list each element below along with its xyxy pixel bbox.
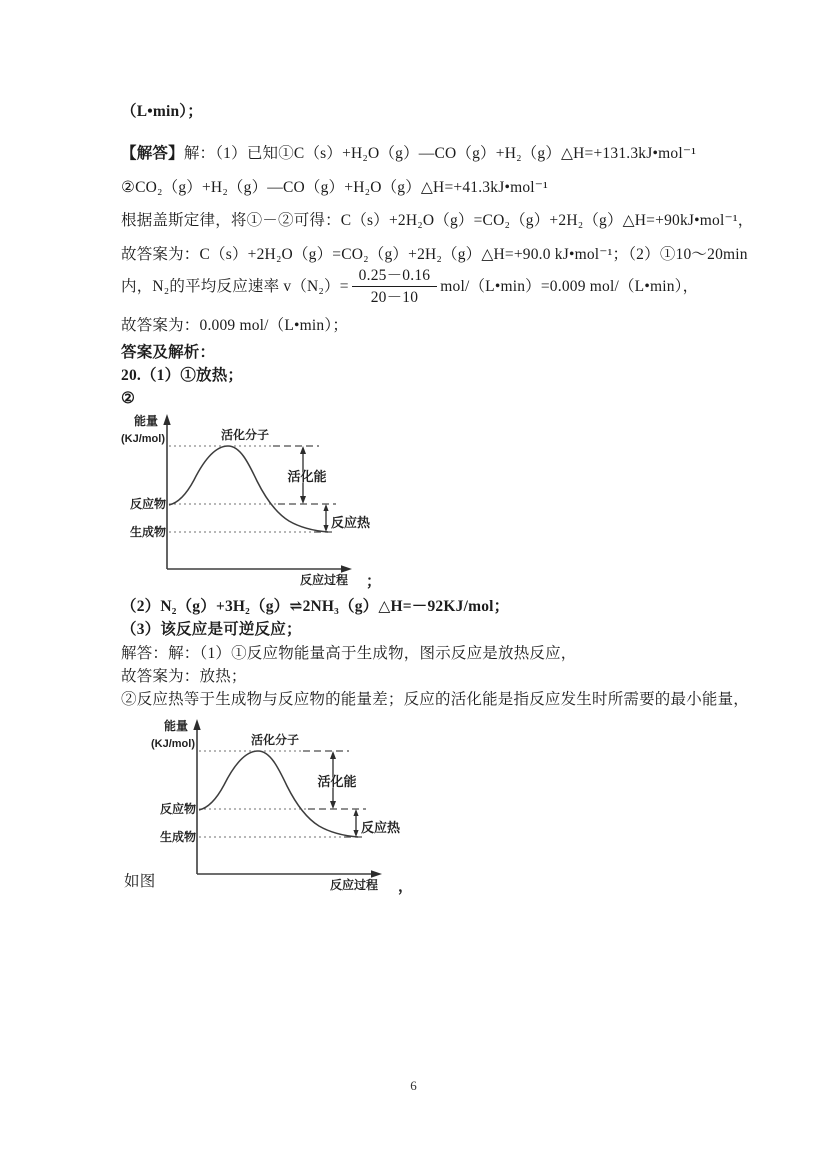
fraction xyxy=(352,266,438,308)
products-label: 生成物 xyxy=(159,830,196,844)
text-line-solution-1 xyxy=(121,144,696,163)
reaction-heat-label: 反应热 xyxy=(361,820,401,835)
text-line-explain-2: 故答案为：放热； xyxy=(121,668,247,685)
text-line-explain-3: ②反应热等于生成物与反应物的能量差；反应的活化能是指反应发生时所需要的最小能量， xyxy=(121,691,750,708)
y-axis-label: 能量 xyxy=(164,719,189,733)
y-axis-arrowhead xyxy=(163,414,170,425)
activated-molecules-label: 活化分子 xyxy=(250,733,300,747)
activation-arrow-top-head xyxy=(330,751,336,759)
text-line-answer-2: 故答案为：0.009 mol/（L•min）； xyxy=(121,317,349,334)
y-axis-unit-label: (KJ/mol) xyxy=(151,738,195,750)
diagram2-trailing-punctuation: ， xyxy=(398,878,414,895)
heat-arrow-top-head xyxy=(323,504,328,511)
energy-diagram-1 xyxy=(118,404,418,596)
page-number: 6 xyxy=(410,1078,417,1093)
text-as-figure: 如图 xyxy=(124,873,156,890)
y-axis-label: 能量 xyxy=(134,414,159,428)
reaction-heat-label: 反应热 xyxy=(331,515,371,530)
section-title: 答案及解析： xyxy=(121,344,216,361)
reactants-label: 反应物 xyxy=(129,497,166,511)
rate-before-text: 内，N₂的平均反应速率 v（N₂）= xyxy=(121,278,349,296)
activation-arrow-bottom-head xyxy=(300,496,306,504)
x-axis-label: 反应过程 xyxy=(299,573,349,587)
energy-diagram-2 xyxy=(148,709,448,901)
products-label: 生成物 xyxy=(129,525,166,539)
energy-curve xyxy=(169,446,328,532)
text-line-circle2: ② xyxy=(121,390,136,407)
x-axis-label: 反应过程 xyxy=(329,878,379,892)
rate-after-text: mol/（L•min）=0.009 mol/（L•min）， xyxy=(440,278,699,296)
activation-arrow-bottom-head xyxy=(330,801,336,809)
text-line-answer-1: 故答案为：C（s）+2H₂O（g）=CO₂（g）+2H₂（g）△H=+90.0 kJ•mol⁻¹；（2）①10～20min xyxy=(121,246,748,263)
diagram1-trailing-punctuation: ； xyxy=(366,573,382,590)
y-axis-unit-label: (KJ/mol) xyxy=(121,433,165,445)
text-line-q20: 20.（1）①放热； xyxy=(121,367,244,384)
text-line-q2-answer: （2）N₂（g）+3H₂（g）⇌2NH₃（g）△H=－92KJ/mol； xyxy=(121,598,510,615)
heat-arrow-top-head xyxy=(353,809,358,816)
y-axis-arrowhead xyxy=(193,719,200,730)
solution-equation-1: 解：（1）已知①C（s）+H₂O（g）—CO（g）+H₂（g）△H=+131.3kJ•mol⁻¹ xyxy=(183,145,697,162)
activation-arrow-top-head xyxy=(300,446,306,454)
x-axis-arrowhead xyxy=(341,565,352,572)
activation-energy-label: 活化能 xyxy=(287,469,327,484)
text-line-rate-calculation xyxy=(121,266,698,308)
x-axis-arrowhead xyxy=(371,870,382,877)
activation-energy-label: 活化能 xyxy=(317,774,357,789)
energy-curve xyxy=(199,751,358,837)
text-line-explain-1: 解答：解：（1）①反应物能量高于生成物，图示反应是放热反应， xyxy=(121,645,577,662)
reactants-label: 反应物 xyxy=(159,802,196,816)
text-line-lmin: （L•min）； xyxy=(121,103,203,120)
activated-molecules-label: 活化分子 xyxy=(220,428,270,442)
solution-label: 【解答】 xyxy=(121,145,184,162)
text-line-hess-law: 根据盖斯定律，将①－②可得：C（s）+2H₂O（g）=CO₂（g）+2H₂（g）△H=+90kJ•mol⁻¹， xyxy=(121,212,754,229)
text-line-equation-2: ②CO₂（g）+H₂（g）—CO（g）+H₂O（g）△H=+41.3kJ•mol⁻¹ xyxy=(121,179,549,196)
fraction-denominator: 20－10 xyxy=(370,289,419,307)
text-line-q3-answer: （3）该反应是可逆反应； xyxy=(121,621,302,638)
fraction-numerator: 0.25－0.16 xyxy=(352,266,438,287)
